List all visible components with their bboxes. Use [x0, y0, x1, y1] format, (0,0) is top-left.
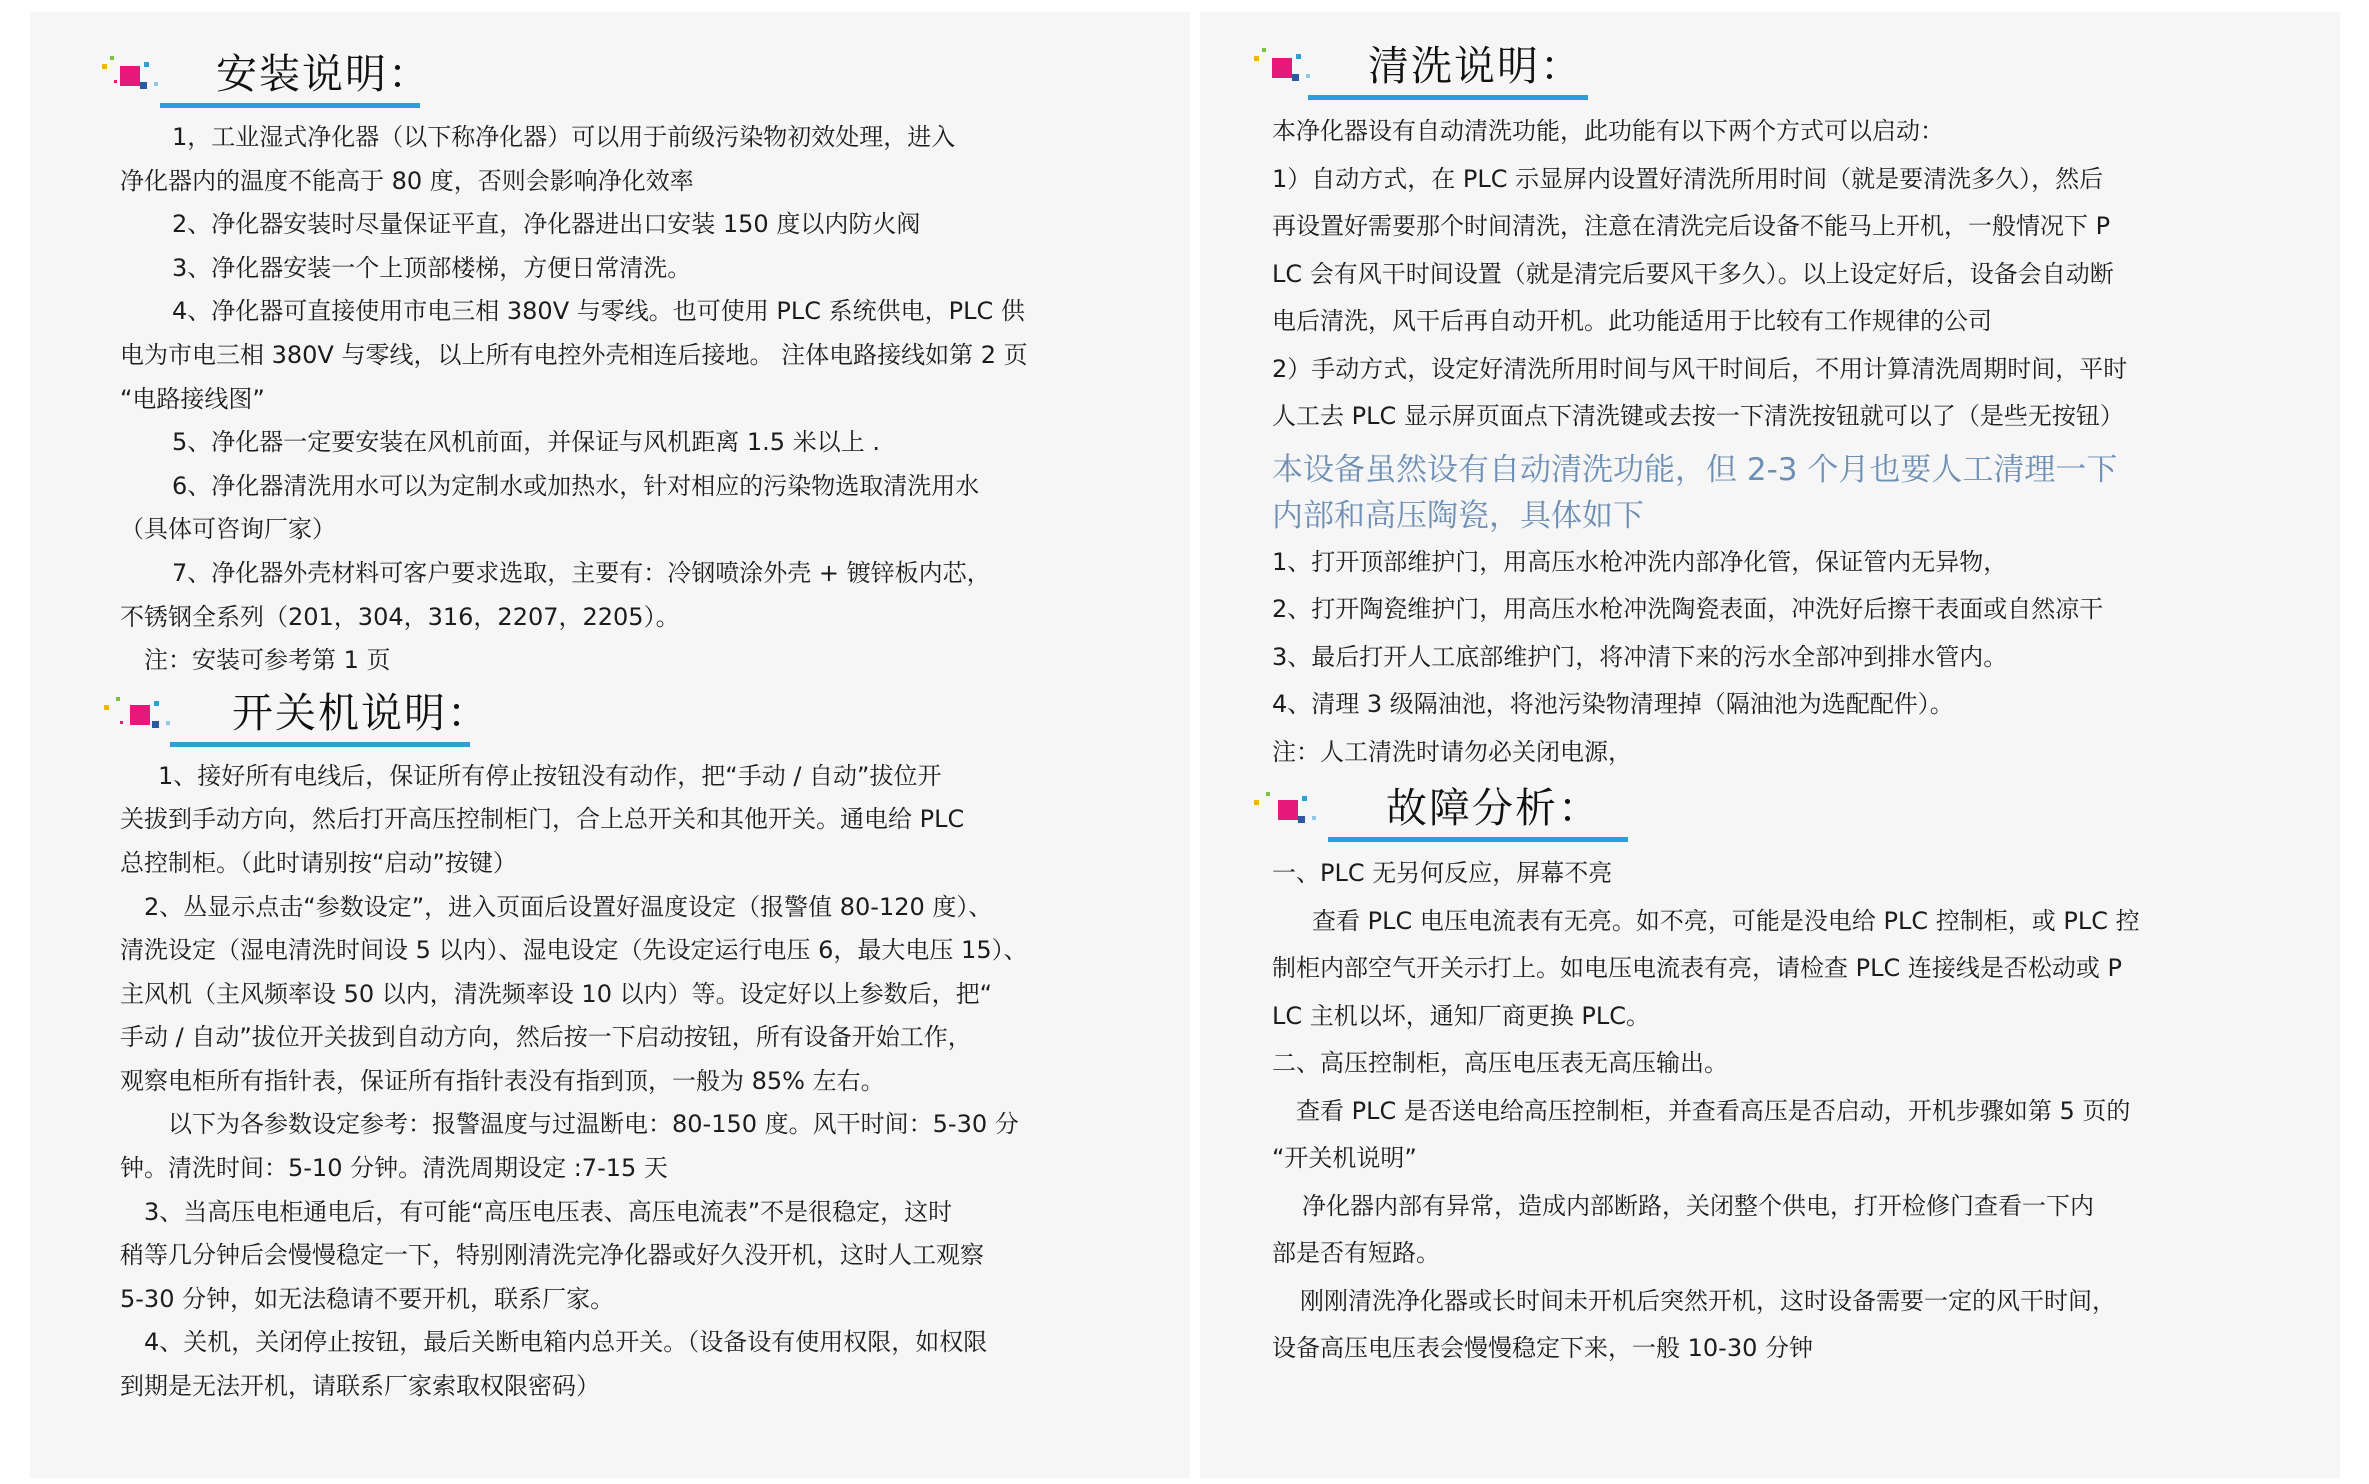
decorative-squares-icon [100, 691, 180, 735]
fault-line: 净化器内部有异常，造成内部断路，关闭整个供电，打开检修门查看一下内 [1302, 1191, 2094, 1220]
clean-heading [1272, 38, 2272, 100]
power-line: 2、丛显示点击“参数设定”，进入页面后设置好温度设定（报警值 80-120 度）、 [144, 892, 993, 921]
install-heading [120, 46, 1160, 108]
clean-step: 1、打开顶部维护门，用高压水枪冲洗内部净化管，保证管内无异物， [1272, 547, 2008, 576]
power-line: 以下为各参数设定参考：报警温度与过温断电：80-150 度。风干时间：5-30 分 [168, 1110, 1019, 1139]
clean-line: 电后清洗，风干后再自动开机。此功能适用于比较有工作规律的公司 [1272, 307, 1992, 335]
fault-line: 部是否有短路。 [1272, 1239, 1440, 1267]
fault-title: 故障分析： [1386, 784, 1601, 832]
fault-line: 查看 PLC 是否送电给高压控制柜，并查看高压是否启动，开机步骤如第 5 页的 [1296, 1096, 2131, 1125]
fault-line: 制柜内部空气开关示打上。如电压电流表有亮，请检查 PLC 连接线是否松动或 P [1272, 954, 2122, 982]
clean-line: 2）手动方式，设定好清洗所用时间与风干时间后，不用计算清洗周期时间，平时 [1272, 354, 2128, 383]
install-line: 4、净化器可直接使用市电三相 380V 与零线。也可使用 PLC 系统供电，PLC 供 [172, 297, 1025, 326]
power-line: 钟。清洗时间：5-10 分钟。清洗周期设定 :7-15 天 [120, 1154, 668, 1183]
fault-heading [1272, 780, 2272, 842]
install-line: 5、净化器一定要安装在风机前面，并保证与风机距离 1.5 米以上 . [172, 428, 880, 457]
page-divider [1190, 0, 1200, 1484]
fault-line: 一、PLC 无另何反应，屏幕不亮 [1272, 859, 1613, 887]
power-line: 总控制柜。（此时请别按“启动”按键） [120, 848, 517, 877]
install-line: 2、净化器安装时尽量保证平直，净化器进出口安装 150 度以内防火阀 [172, 210, 921, 239]
power-line: 3、当高压电柜通电后，有可能“高压电压表、高压电流表”不是很稳定，这时 [144, 1197, 953, 1226]
clean-step: 2、打开陶瓷维护门，用高压水枪冲洗陶瓷表面，冲洗好后擦干表面或自然凉干 [1272, 595, 2104, 623]
heading-underline [1308, 95, 1588, 100]
heading-underline [170, 742, 470, 747]
install-line: 1，工业湿式净化器（以下称净化器）可以用于前级污染物初效处理，进入 [172, 123, 956, 151]
power-heading [120, 685, 1160, 747]
fault-line: 二、高压控制柜，高压电压表无高压输出。 [1272, 1049, 1728, 1077]
power-line: 1、接好所有电线后，保证所有停止按钮没有动作，把“手动 / 自动”拔位开 [158, 761, 942, 790]
fault-line: 查看 PLC 电压电流表有无亮。如不亮，可能是没电给 PLC 控制柜，或 PLC 控 [1312, 906, 2140, 935]
clean-line: 本净化器设有自动清洗功能，此功能有以下两个方式可以启动： [1272, 117, 1944, 145]
install-line: 电为市电三相 380V 与零线，以上所有电控外壳相连后接地。 注体电路接线如第 2 页 [120, 340, 1028, 369]
power-line: 稍等几分钟后会慢慢稳定一下，特别刚清洗完净化器或好久没开机，这时人工观察 [120, 1241, 984, 1270]
decorative-squares-icon [1252, 786, 1332, 830]
clean-line: 人工去 PLC 显示屏页面点下清洗键或去按一下清洗按钮就可以了（是些无按钮） [1272, 402, 2124, 430]
install-line: “电路接线图” [120, 384, 265, 413]
power-line: 关拔到手动方向，然后打开高压控制柜门，合上总开关和其他开关。通电给 PLC [120, 805, 965, 834]
right-column [1272, 38, 2272, 1373]
clean-step: 4、清理 3 级隔油池，将池污染物清理掉（隔油池为选配配件）。 [1272, 690, 1954, 718]
install-line: 6、净化器清洗用水可以为定制水或加热水，针对相应的污染物选取清洗用水 [172, 471, 980, 500]
clean-line: 1）自动方式，在 PLC 示显屏内设置好清洗所用时间（就是要清洗多久），然后 [1272, 164, 2104, 193]
install-line: 7、净化器外壳材料可客户要求选取，主要有：冷钢喷涂外壳 + 镀锌板内芯， [172, 558, 991, 587]
fault-line: “开关机说明” [1272, 1144, 1417, 1172]
clean-line: 再设置好需要那个时间清洗，注意在清洗完后设备不能马上开机，一般情况下 P [1272, 212, 2111, 240]
install-title: 安装说明： [216, 50, 431, 98]
clean-title: 清洗说明： [1368, 42, 1583, 90]
install-line: 3、净化器安装一个上顶部楼梯，方便日常清洗。 [172, 253, 692, 282]
clean-highlight: 本设备虽然设有自动清洗功能，但 2-3 个月也要人工清理一下 [1272, 451, 2118, 488]
clean-highlight: 内部和高压陶瓷，具体如下 [1272, 497, 1644, 534]
clean-step: 3、最后打开人工底部维护门，将冲清下来的污水全部冲到排水管内。 [1272, 642, 2008, 671]
install-line: 不锈钢全系列（201，304，316，2207，2205）。 [120, 602, 680, 631]
decorative-squares-icon [1252, 44, 1332, 88]
heading-underline [1328, 837, 1628, 842]
power-line: 5-30 分钟，如无法稳请不要开机，联系厂家。 [120, 1284, 615, 1313]
fault-line: 刚刚清洗净化器或长时间未开机后突然开机，这时设备需要一定的风干时间， [1300, 1286, 2116, 1315]
clean-line: LC 会有风干时间设置（就是清完后要风干多久）。以上设定好后，设备会自动断 [1272, 259, 2114, 288]
fault-line: LC 主机以坏，通知厂商更换 PLC。 [1272, 1001, 1650, 1030]
power-line: 手动 / 自动”拔位开关拔到自动方向，然后按一下启动按钮，所有设备开始工作， [120, 1023, 972, 1052]
power-line: 4、关机，关闭停止按钮，最后关断电箱内总开关。（设备设有使用权限，如权限 [144, 1328, 988, 1357]
decorative-squares-icon [100, 52, 180, 96]
power-title: 开关机说明： [232, 688, 490, 737]
install-note: 注：安装可参考第 1 页 [144, 646, 391, 675]
fault-line: 设备高压电压表会慢慢稳定下来，一般 10-30 分钟 [1272, 1334, 1813, 1362]
power-line: 主风机（主风频率设 50 以内，清洗频率设 10 以内）等。设定好以上参数后，把“ [120, 979, 993, 1008]
install-line: （具体可咨询厂家） [120, 515, 336, 544]
power-line: 观察电柜所有指针表，保证所有指针表没有指到顶，一般为 85% 左右。 [120, 1066, 885, 1095]
power-line: 到期是无法开机，请联系厂家索取权限密码） [120, 1372, 600, 1401]
heading-underline [160, 103, 420, 108]
clean-note: 注：人工清洗时请勿必关闭电源， [1272, 737, 1632, 766]
install-line: 净化器内的温度不能高于 80 度，否则会影响净化效率 [120, 166, 694, 195]
left-column [120, 46, 1160, 1409]
power-line: 清洗设定（湿电清洗时间设 5 以内）、湿电设定（先设定运行电压 6，最大电压 15）、 [120, 936, 1028, 965]
